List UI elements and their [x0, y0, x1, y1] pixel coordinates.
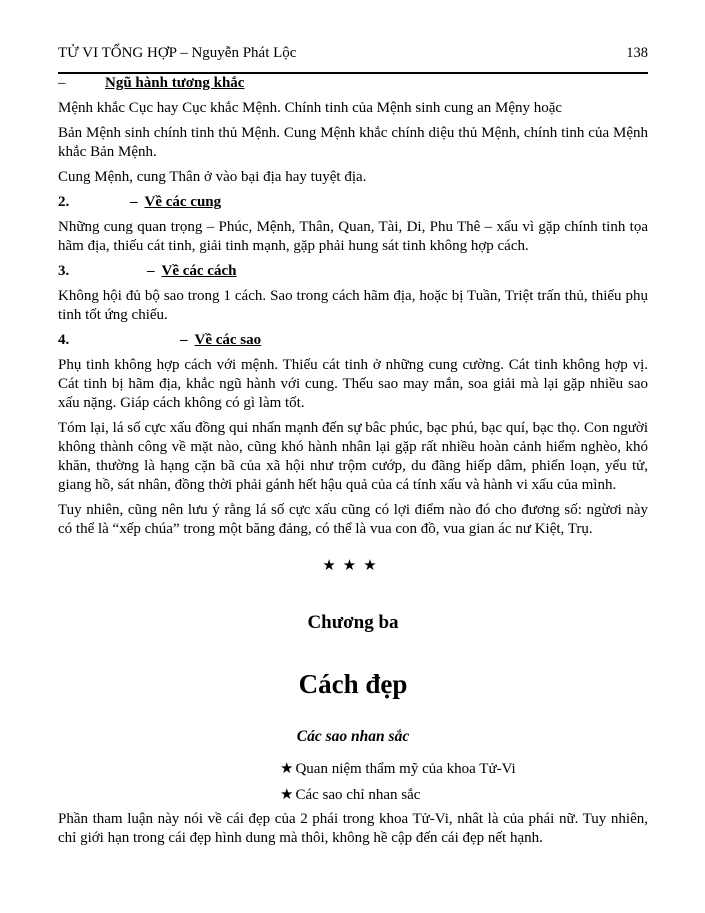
paragraph-tuy-nhien: Tuy nhiên, cũng nên lưu ý rằng lá số cực xấu cũng có lợi điểm nào đó cho đương số: ngừơi này có thể là “xếp chúa” trong một băng đảng, có thể là vua con đồ, vua gian ác nư Kiệt, Trụ.: [58, 502, 648, 537]
item-number: 2.: [58, 194, 70, 210]
paragraph-khong-hoi-du-bo: Không hội đủ bộ sao trong 1 cách. Sao trong cách hãm địa, hoặc bị Tuần, Triệt trấn thủ, thiếu phụ tinh tốt ứng chiếu.: [58, 288, 648, 323]
star-icon: ★: [280, 761, 294, 777]
page-number: 138: [626, 45, 648, 61]
chapter-title: Cách đẹp: [298, 669, 408, 699]
section-item-ve-cac-sao: [58, 331, 648, 350]
book-title: TỬ VI TỔNG HỢP – Nguyễn Phát Lộc: [58, 45, 297, 61]
item-number: 3.: [58, 263, 70, 279]
section-item-label: Về các sao: [194, 332, 262, 348]
topic-item: [280, 756, 648, 782]
dash-marker: –: [130, 194, 138, 210]
dash-marker: –: [147, 263, 155, 279]
paragraph-phu-tinh: Phụ tinh không hợp cách với mệnh. Thiếu cát tinh ở những cung cường. Cát tinh không hợp vị. Cát tinh bị hãm địa, khắc ngũ hành với cung. Thếu sao may mắn, soa giải mà lại gặp nhiều sao xấu nặng. Giáp cách không có gì làm tốt.: [58, 357, 648, 411]
section-item-label: Ngũ hành tương khắc: [105, 75, 245, 91]
paragraph-ban-menh-sinh: Bản Mệnh sinh chính tinh thủ Mệnh. Cung Mệnh khắc chính diệu thủ Mệnh, chính tinh của Mệnh khắc Bản Mệnh.: [58, 125, 648, 160]
topic-label: Các sao chỉ nhan sắc: [295, 787, 421, 803]
paragraph-phan-tham-luan: Phần tham luận này nói về cái đẹp của 2 phái trong khoa Tử-Vi, nhât là của phái nữ. Tuy nhiên, chỉ giới hạn trong cái đẹp hình dung mà thôi, không hề cập đến cái đẹp nết hạnh.: [58, 811, 648, 846]
section-item-label: Về các cung: [144, 194, 222, 210]
paragraph-menh-khac-cuc: Mệnh khắc Cục hay Cục khắc Mệnh. Chính tinh của Mệnh sinh cung an Mệny hoặc: [58, 100, 563, 116]
chapter-subtitle: Các sao nhan sắc: [296, 728, 410, 745]
chapter-kicker: Chương ba: [307, 612, 399, 633]
page-header: [58, 44, 648, 63]
section-item-label: Về các cách: [161, 263, 237, 279]
topic-label: Quan niệm thẩm mỹ của khoa Tử-Vi: [295, 761, 516, 777]
paragraph-tom-lai: Tóm lại, lá số cực xấu đồng qui nhấn mạnh đến sự bâc phúc, bạc phú, bạc quí, bạc thọ. Con người không thành công về mặt nào, cũng khó hành nhân lại gặp rất nhiều hoàn cảnh hiểm nghèo, khó khăn, thường là hạng cặn bã của xã hội như trộm cướp, du đãng hiếp dâm, phiến loạn, yểu tử, giang hồ, sát nhân, đồng thời phải gánh hết hậu quả của cá tính xấu và hành vi xấu của mình.: [58, 420, 648, 493]
section-item-ve-cac-cach: [58, 262, 648, 281]
dash-marker: –: [58, 75, 66, 91]
topic-item: [280, 782, 648, 808]
section-item-ve-cac-cung: [58, 193, 648, 212]
topic-list: [280, 756, 648, 808]
paragraph-nhung-cung-quan-trong: Những cung quan trọng – Phúc, Mệnh, Thân, Quan, Tài, Di, Phu Thê – xấu vì gặp chính tinh tọa hãm địa, thiếu cát tinh, giải tinh mạnh, gặp phải hung sát tinh không hợp cách.: [58, 219, 648, 254]
star-icon: ★: [280, 787, 294, 803]
three-stars-separator-icon: ★★★: [322, 558, 384, 574]
section-item-ngu-hanh: [58, 74, 648, 93]
item-number: 4.: [58, 332, 70, 348]
dash-marker: –: [180, 332, 188, 348]
paragraph-cung-menh-than: Cung Mệnh, cung Thân ở vào bại địa hay tuyệt địa.: [58, 169, 367, 185]
